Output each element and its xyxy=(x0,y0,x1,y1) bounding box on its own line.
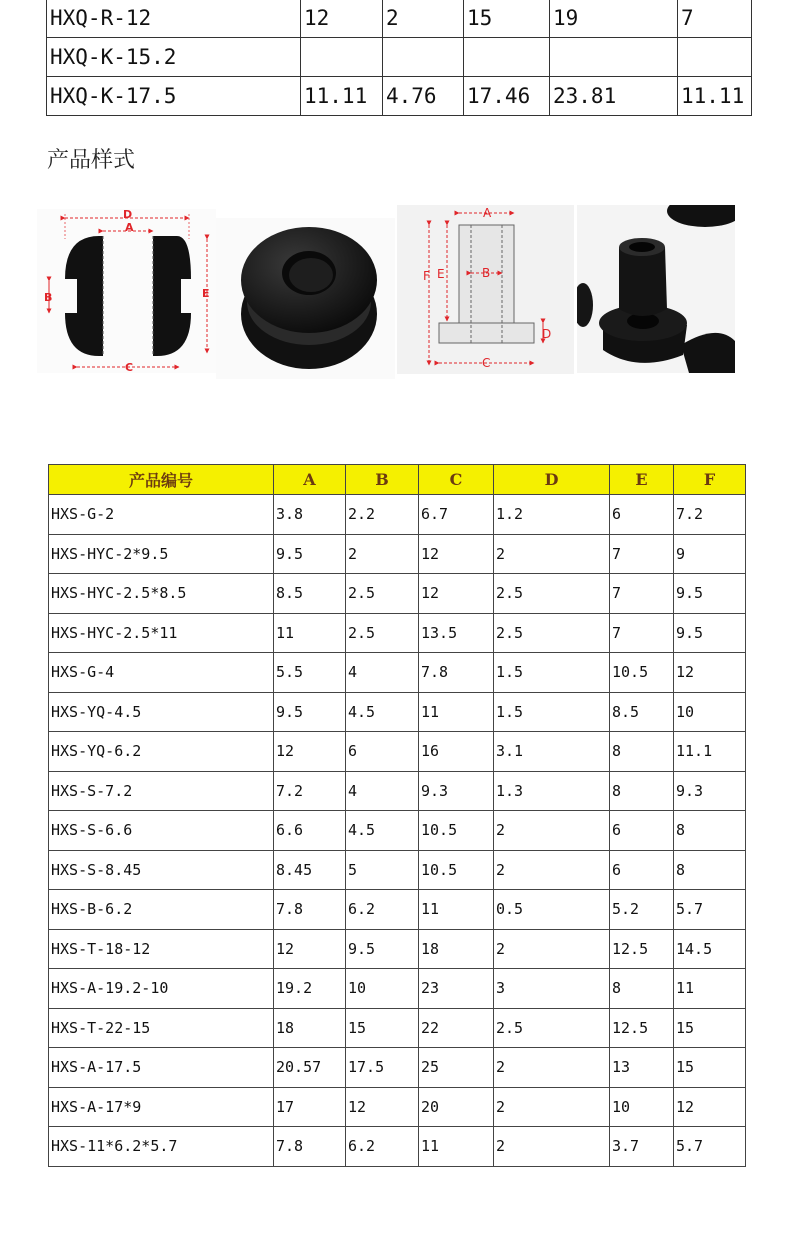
value-cell: 23 xyxy=(419,969,494,1009)
value-cell: 6.2 xyxy=(346,890,419,930)
value-cell: 7.2 xyxy=(674,495,746,535)
table-row xyxy=(49,771,746,811)
value-cell: 1.2 xyxy=(494,495,610,535)
value-cell xyxy=(464,38,550,77)
value-cell: 8 xyxy=(610,969,674,1009)
value-cell: 2 xyxy=(494,811,610,851)
table-row xyxy=(49,613,746,653)
value-cell: 2.5 xyxy=(346,613,419,653)
value-cell: 9.5 xyxy=(274,534,346,574)
value-cell: 2 xyxy=(494,1048,610,1088)
value-cell: 25 xyxy=(419,1048,494,1088)
value-cell: 4 xyxy=(346,771,419,811)
table-row xyxy=(49,653,746,693)
value-cell: 12.5 xyxy=(610,929,674,969)
model-cell: HXS-YQ-4.5 xyxy=(49,692,274,732)
dim-label-a: A xyxy=(125,221,134,234)
table-row xyxy=(47,38,752,77)
value-cell: 2.5 xyxy=(494,613,610,653)
value-cell: 9.5 xyxy=(674,574,746,614)
value-cell: 1.5 xyxy=(494,692,610,732)
value-cell: 15 xyxy=(674,1048,746,1088)
dim-label-e: E xyxy=(202,287,210,300)
model-cell: HXS-A-17*9 xyxy=(49,1087,274,1127)
bushing-photo xyxy=(577,205,735,373)
value-cell: 2.5 xyxy=(494,1008,610,1048)
value-cell: 2.5 xyxy=(346,574,419,614)
value-cell: 23.81 xyxy=(550,77,678,116)
value-cell xyxy=(301,38,383,77)
value-cell: 4.5 xyxy=(346,811,419,851)
value-cell: 11 xyxy=(419,1127,494,1167)
value-cell: 9 xyxy=(674,534,746,574)
table-row xyxy=(49,732,746,772)
dim-label-c: C xyxy=(125,361,134,373)
table-row xyxy=(49,969,746,1009)
model-cell: HXS-T-22-15 xyxy=(49,1008,274,1048)
value-cell: 8 xyxy=(610,771,674,811)
table-row xyxy=(49,692,746,732)
column-header: B xyxy=(346,465,419,495)
model-cell: HXS-G-2 xyxy=(49,495,274,535)
model-cell: HXS-B-6.2 xyxy=(49,890,274,930)
table-row xyxy=(49,929,746,969)
model-cell: HXQ-K-15.2 xyxy=(47,38,301,77)
dim-label-d: D xyxy=(542,327,552,341)
value-cell: 7 xyxy=(610,534,674,574)
value-cell: 8.5 xyxy=(274,574,346,614)
column-header: E xyxy=(610,465,674,495)
table-row xyxy=(49,574,746,614)
model-cell: HXS-HYC-2*9.5 xyxy=(49,534,274,574)
model-cell: HXS-YQ-6.2 xyxy=(49,732,274,772)
value-cell: 7.8 xyxy=(419,653,494,693)
value-cell: 2.5 xyxy=(494,574,610,614)
value-cell: 7 xyxy=(610,574,674,614)
value-cell: 20.57 xyxy=(274,1048,346,1088)
value-cell: 19 xyxy=(550,0,678,38)
model-cell: HXQ-R-12 xyxy=(47,0,301,38)
value-cell: 12 xyxy=(274,929,346,969)
top-size-table xyxy=(46,0,752,116)
value-cell: 12 xyxy=(346,1087,419,1127)
value-cell: 17.5 xyxy=(346,1048,419,1088)
value-cell: 7 xyxy=(610,613,674,653)
value-cell: 15 xyxy=(464,0,550,38)
value-cell: 0.5 xyxy=(494,890,610,930)
value-cell: 6.2 xyxy=(346,1127,419,1167)
spec-table xyxy=(48,464,746,1167)
column-header: D xyxy=(494,465,610,495)
model-cell: HXS-11*6.2*5.7 xyxy=(49,1127,274,1167)
column-header: 产品编号 xyxy=(49,465,274,495)
value-cell: 22 xyxy=(419,1008,494,1048)
value-cell: 11.1 xyxy=(674,732,746,772)
value-cell: 12 xyxy=(419,534,494,574)
value-cell: 7.2 xyxy=(274,771,346,811)
value-cell: 17.46 xyxy=(464,77,550,116)
value-cell: 2 xyxy=(494,1087,610,1127)
grommet-photo xyxy=(216,218,395,379)
model-cell: HXS-T-18-12 xyxy=(49,929,274,969)
value-cell: 1.3 xyxy=(494,771,610,811)
table-row xyxy=(49,890,746,930)
value-cell: 11.11 xyxy=(301,77,383,116)
dim-label-d: D xyxy=(123,209,133,221)
dim-label-a: A xyxy=(483,206,492,220)
value-cell: 5.5 xyxy=(274,653,346,693)
value-cell: 5 xyxy=(346,850,419,890)
value-cell: 10.5 xyxy=(610,653,674,693)
value-cell: 18 xyxy=(419,929,494,969)
value-cell: 17 xyxy=(274,1087,346,1127)
value-cell: 2 xyxy=(494,929,610,969)
value-cell: 11.11 xyxy=(678,77,752,116)
model-cell: HXS-HYC-2.5*11 xyxy=(49,613,274,653)
value-cell: 11 xyxy=(274,613,346,653)
value-cell: 6 xyxy=(346,732,419,772)
table-row xyxy=(49,1087,746,1127)
value-cell xyxy=(678,38,752,77)
table-row xyxy=(49,1008,746,1048)
value-cell: 8 xyxy=(610,732,674,772)
table-header-row xyxy=(49,465,746,495)
value-cell: 8 xyxy=(674,850,746,890)
table-row xyxy=(49,534,746,574)
grommet-dimension-diagram xyxy=(37,209,216,373)
table-row xyxy=(47,77,752,116)
dim-label-c: C xyxy=(482,356,491,370)
value-cell: 12 xyxy=(301,0,383,38)
value-cell: 18 xyxy=(274,1008,346,1048)
value-cell: 4 xyxy=(346,653,419,693)
dim-label-e: E xyxy=(437,267,445,281)
value-cell: 7.8 xyxy=(274,1127,346,1167)
value-cell: 16 xyxy=(419,732,494,772)
model-cell: HXS-S-6.6 xyxy=(49,811,274,851)
table-row xyxy=(47,0,752,38)
value-cell: 5.7 xyxy=(674,1127,746,1167)
value-cell: 2.2 xyxy=(346,495,419,535)
value-cell: 7.8 xyxy=(274,890,346,930)
model-cell: HXQ-K-17.5 xyxy=(47,77,301,116)
value-cell: 4.76 xyxy=(383,77,464,116)
value-cell: 6 xyxy=(610,811,674,851)
value-cell: 2 xyxy=(494,850,610,890)
model-cell: HXS-HYC-2.5*8.5 xyxy=(49,574,274,614)
value-cell: 14.5 xyxy=(674,929,746,969)
value-cell: 1.5 xyxy=(494,653,610,693)
value-cell: 6.7 xyxy=(419,495,494,535)
model-cell: HXS-S-7.2 xyxy=(49,771,274,811)
value-cell: 3 xyxy=(494,969,610,1009)
value-cell: 8.45 xyxy=(274,850,346,890)
value-cell: 9.3 xyxy=(674,771,746,811)
value-cell: 13 xyxy=(610,1048,674,1088)
value-cell: 10 xyxy=(346,969,419,1009)
value-cell xyxy=(383,38,464,77)
dim-label-f: F xyxy=(423,269,430,283)
value-cell: 12 xyxy=(674,1087,746,1127)
value-cell: 9.5 xyxy=(346,929,419,969)
value-cell: 11 xyxy=(419,692,494,732)
model-cell: HXS-A-17.5 xyxy=(49,1048,274,1088)
dim-label-b: B xyxy=(482,266,491,280)
value-cell: 9.3 xyxy=(419,771,494,811)
value-cell: 15 xyxy=(674,1008,746,1048)
value-cell: 3.1 xyxy=(494,732,610,772)
value-cell: 12 xyxy=(419,574,494,614)
value-cell: 12.5 xyxy=(610,1008,674,1048)
value-cell xyxy=(550,38,678,77)
value-cell: 10 xyxy=(610,1087,674,1127)
model-cell: HXS-A-19.2-10 xyxy=(49,969,274,1009)
value-cell: 6.6 xyxy=(274,811,346,851)
table-row xyxy=(49,1127,746,1167)
column-header: F xyxy=(674,465,746,495)
value-cell: 5.2 xyxy=(610,890,674,930)
value-cell: 10.5 xyxy=(419,811,494,851)
table-row xyxy=(49,1048,746,1088)
value-cell: 8 xyxy=(674,811,746,851)
value-cell: 2 xyxy=(494,534,610,574)
value-cell: 9.5 xyxy=(274,692,346,732)
value-cell: 15 xyxy=(346,1008,419,1048)
table-row xyxy=(49,811,746,851)
value-cell: 6 xyxy=(610,495,674,535)
value-cell: 7 xyxy=(678,0,752,38)
column-header: A xyxy=(274,465,346,495)
value-cell: 19.2 xyxy=(274,969,346,1009)
value-cell: 13.5 xyxy=(419,613,494,653)
value-cell: 3.8 xyxy=(274,495,346,535)
value-cell: 11 xyxy=(674,969,746,1009)
value-cell: 10.5 xyxy=(419,850,494,890)
value-cell: 9.5 xyxy=(674,613,746,653)
table-row xyxy=(49,495,746,535)
value-cell: 8.5 xyxy=(610,692,674,732)
model-cell: HXS-S-8.45 xyxy=(49,850,274,890)
dim-label-b: B xyxy=(44,291,53,304)
bushing-dimension-diagram xyxy=(397,205,574,374)
value-cell: 4.5 xyxy=(346,692,419,732)
value-cell: 12 xyxy=(674,653,746,693)
section-title: 产品样式 xyxy=(47,148,136,173)
value-cell: 2 xyxy=(494,1127,610,1167)
value-cell: 20 xyxy=(419,1087,494,1127)
table-row xyxy=(49,850,746,890)
value-cell: 5.7 xyxy=(674,890,746,930)
value-cell: 2 xyxy=(346,534,419,574)
value-cell: 3.7 xyxy=(610,1127,674,1167)
model-cell: HXS-G-4 xyxy=(49,653,274,693)
value-cell: 11 xyxy=(419,890,494,930)
value-cell: 12 xyxy=(274,732,346,772)
column-header: C xyxy=(419,465,494,495)
value-cell: 10 xyxy=(674,692,746,732)
value-cell: 6 xyxy=(610,850,674,890)
value-cell: 2 xyxy=(383,0,464,38)
